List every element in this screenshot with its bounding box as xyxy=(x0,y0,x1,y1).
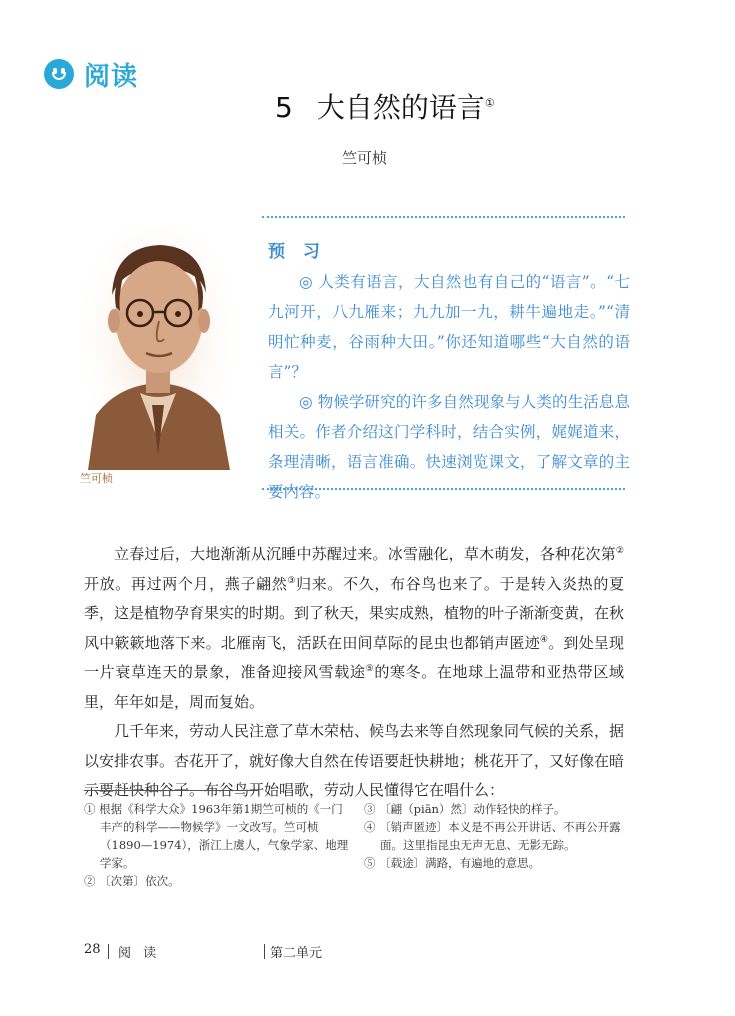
body-p1-text-2: 开放。再过两个月，燕子翩然 xyxy=(84,574,288,593)
body-p1-text-4: 。到处呈现一片衰草连天的景象，准备迎接风雪载途 xyxy=(84,633,624,681)
body-p1-text-5: 的寒冬。在地球上温带和亚热带区域里，年年如是，周而复始。 xyxy=(84,663,624,711)
lesson-title xyxy=(275,86,495,126)
author-name: 竺可桢 xyxy=(342,149,388,167)
footnote-1: ① 根据《科学大众》1963年第1期竺可桢的《一门丰产的科学——物候学》一文改写。竺可桢（1890—1974），浙江上虞人，气象学家、地理学家。 xyxy=(84,802,349,870)
section-header xyxy=(44,54,138,94)
body-paragraph-2: 几千年来，劳动人民注意了草木荣枯、候鸟去来等自然现象同气候的关系，据以安排农事。杏花开了，就好像大自然在传语要赶快耕地；桃花开了，又好像在暗示要赶快种谷子。布谷鸟开始唱歌，劳动人民懂得它在唱什么： xyxy=(84,722,625,799)
body-paragraph-1 xyxy=(84,540,624,717)
body-p1-text-1: 立春过后，大地渐渐从沉睡中苏醒过来。冰雪融化，草木萌发，各种花次第 xyxy=(114,545,616,563)
footer-divider xyxy=(108,944,109,959)
preview-divider-top xyxy=(262,216,625,218)
footnotes-right xyxy=(364,800,632,872)
body-p1-text-3: 归来。不久，布谷鸟也来了。于是转入炎热的夏季，这是植物孕育果实的时期。到了秋天，果实成熟，植物的叶子渐渐变黄，在秋风中簌簌地落下来。北雁南飞，活跃在田间草际的昆虫也都销声匿迹 xyxy=(84,574,625,652)
footer-section-label: 阅 读 xyxy=(118,946,161,961)
footer-unit-label: 第二单元 xyxy=(270,946,323,961)
footnote-3: ③ 〔翩（piān）然〕动作轻快的样子。 xyxy=(364,802,566,816)
lesson-title-text: 大自然的语言 xyxy=(316,91,485,124)
lesson-number: 5 xyxy=(275,91,293,124)
title-note-mark: ① xyxy=(484,96,495,110)
preview-paragraph-2: ◎ 物候学研究的许多自然现象与人类的生活息息相关。作者介绍这门学科时，结合实例，娓娓道来，条理清晰，语言准确。快速浏览课文，了解文章的主要内容。 xyxy=(268,393,630,501)
portrait-caption: 竺可桢 xyxy=(80,472,113,485)
author-portrait xyxy=(78,225,238,470)
footnote-mark-4: ④ xyxy=(539,634,549,645)
body-text xyxy=(84,540,624,806)
preview-box xyxy=(268,240,630,507)
page-number: 28 xyxy=(84,942,101,957)
preview-paragraph-1: ◎ 人类有语言，大自然也有自己的“语言”。“七九河开，八九雁来；九九加一九，耕牛遍地走。”“清明忙种麦，谷雨种大田。”你还知道哪些“大自然的语言”？ xyxy=(268,273,630,381)
footnote-4: ④ 〔销声匿迹〕本义是不再公开讲话、不再公开露面。这里指昆虫无声无息、无影无踪。 xyxy=(364,820,621,852)
footnote-2: ② 〔次第〕依次。 xyxy=(84,874,180,888)
footer-divider xyxy=(264,944,265,959)
footnote-mark-3: ③ xyxy=(287,575,297,586)
footnote-5: ⑤ 〔载途〕满路，有遍地的意思。 xyxy=(364,856,541,870)
footnote-rule xyxy=(84,790,259,791)
footnotes-left xyxy=(84,800,354,890)
footnote-mark-5: ⑤ xyxy=(365,664,375,674)
preview-title: 预 习 xyxy=(268,242,326,262)
section-title: 阅读 xyxy=(84,61,139,92)
page-footer xyxy=(84,942,404,962)
footnote-mark-2: ② xyxy=(615,546,624,556)
smiley-face-icon xyxy=(44,59,74,89)
